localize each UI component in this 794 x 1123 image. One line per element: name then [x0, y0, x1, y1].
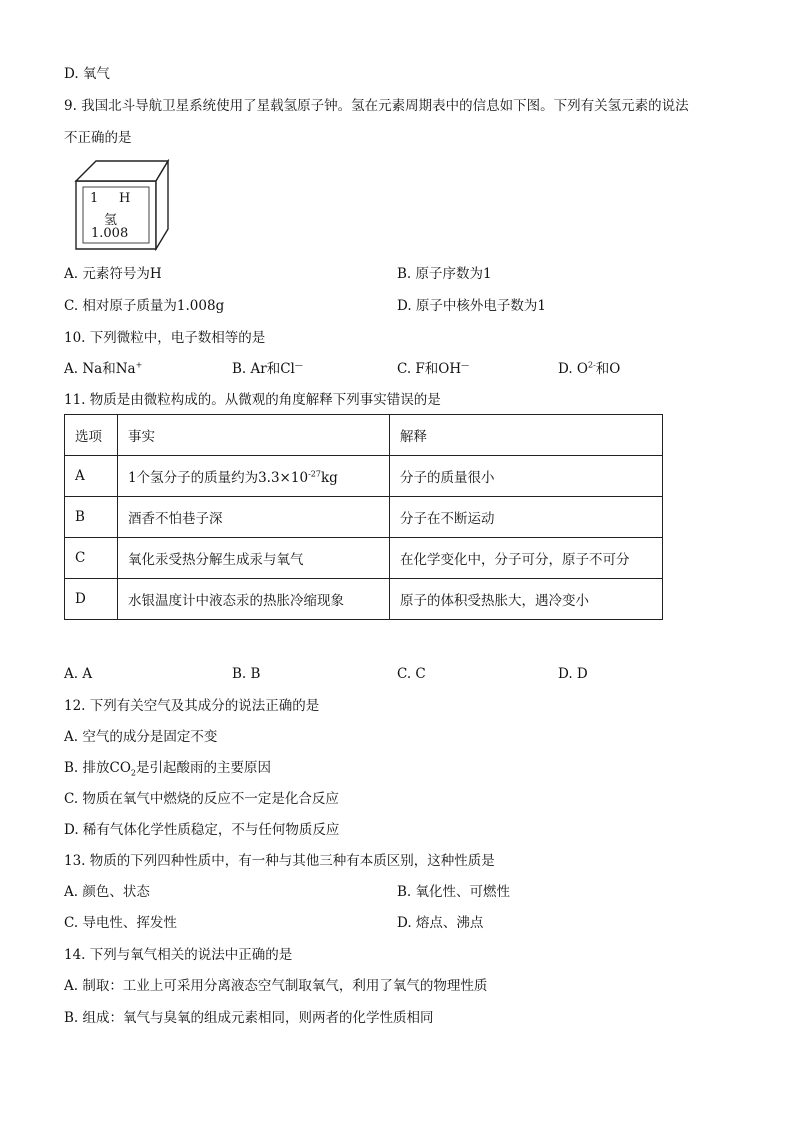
table-row — [65, 497, 663, 538]
q9-option-a: A. 元素符号为H — [64, 266, 162, 282]
q10-option-c: C. F和OH— — [397, 360, 470, 377]
row-fact: 1个氢分子的质量约为$3.3\times 10^{-27}kg$ — [118, 456, 390, 497]
header-explanation: 解释 — [390, 415, 663, 456]
element-atomic-mass: 1.008 — [91, 226, 129, 241]
q13-stem: 13. 物质的下列四种性质中，有一种与其他三种有本质区别，这种性质是 — [64, 853, 495, 869]
q11-table — [64, 414, 663, 620]
table-row — [65, 538, 663, 579]
q11-option-d: D. D — [558, 666, 588, 682]
table-row — [65, 456, 663, 497]
q14-stem: 14. 下列与氧气相关的说法中正确的是 — [64, 947, 293, 963]
element-atomic-number: 1 — [90, 191, 99, 206]
q9-stem-line1: 9. 我国北斗导航卫星系统使用了星载氢原子钟。氢在元素周期表中的信息如下图。下列有关氢元素的说法 — [64, 98, 689, 114]
q8-option-d: D. 氧气 — [64, 66, 110, 82]
q13-option-a: A. 颜色、状态 — [64, 884, 150, 900]
table-row — [65, 579, 663, 620]
q13-option-c: C. 导电性、挥发性 — [64, 915, 177, 931]
q13-option-d: D. 熔点、沸点 — [397, 915, 484, 931]
row-explanation: 分子的质量很小 — [390, 456, 663, 497]
q11-option-c: C. C — [397, 666, 426, 682]
row-option: C — [65, 538, 118, 579]
element-symbol: H — [119, 191, 131, 206]
q12-option-c: C. 物质在氧气中燃烧的反应不一定是化合反应 — [64, 791, 339, 807]
row-option: A — [65, 456, 118, 497]
q12-option-b: B. 排放$CO_2$是引起酸雨的主要原因 — [64, 760, 271, 778]
row-fact: 水银温度计中液态汞的热胀冷缩现象 — [118, 579, 390, 620]
row-explanation: 分子在不断运动 — [390, 497, 663, 538]
header-fact: 事实 — [118, 415, 390, 456]
q13-option-b: B. 氧化性、可燃性 — [397, 884, 511, 900]
table-header-row — [65, 415, 663, 456]
q14-option-a: A. 制取：工业上可采用分离液态空气制取氧气，利用了氧气的物理性质 — [64, 978, 488, 994]
row-option: B — [65, 497, 118, 538]
q10-stem: 10. 下列微粒中，电子数相等的是 — [64, 330, 266, 346]
q9-option-c: C. 相对原子质量为1.008g — [64, 298, 225, 314]
element-name: 氢 — [104, 213, 118, 228]
q12-stem: 12. 下列有关空气及其成分的说法正确的是 — [64, 698, 320, 714]
row-option: D — [65, 579, 118, 620]
q11-stem: 11. 物质是由微粒构成的。从微观的角度解释下列事实错误的是 — [64, 392, 441, 408]
header-option: 选项 — [65, 415, 118, 456]
q10-option-b: B. Ar和Cl— — [232, 360, 303, 377]
q9-stem-line2: 不正确的是 — [64, 130, 132, 146]
q12-option-d: D. 稀有气体化学性质稳定，不与任何物质反应 — [64, 822, 340, 838]
row-fact: 氧化汞受热分解生成汞与氧气 — [118, 538, 390, 579]
q9-option-d: D. 原子中核外电子数为1 — [397, 298, 547, 314]
row-explanation: 在化学变化中，分子可分，原子不可分 — [390, 538, 663, 579]
q9-option-b: B. 原子序数为1 — [397, 266, 492, 282]
q10-option-a: A. Na和Na+ — [64, 360, 143, 377]
element-cell-figure — [74, 159, 170, 251]
row-fact: 酒香不怕巷子深 — [118, 497, 390, 538]
q10-option-d: D. $O^{2-}$和O — [558, 360, 621, 377]
q14-option-b: B. 组成：氧气与臭氧的组成元素相同，则两者的化学性质相同 — [64, 1010, 434, 1026]
row-explanation: 原子的体积受热胀大，遇冷变小 — [390, 579, 663, 620]
q11-option-b: B. B — [232, 666, 261, 682]
q12-option-a: A. 空气的成分是固定不变 — [64, 729, 218, 745]
q11-option-a: A. A — [64, 666, 93, 682]
